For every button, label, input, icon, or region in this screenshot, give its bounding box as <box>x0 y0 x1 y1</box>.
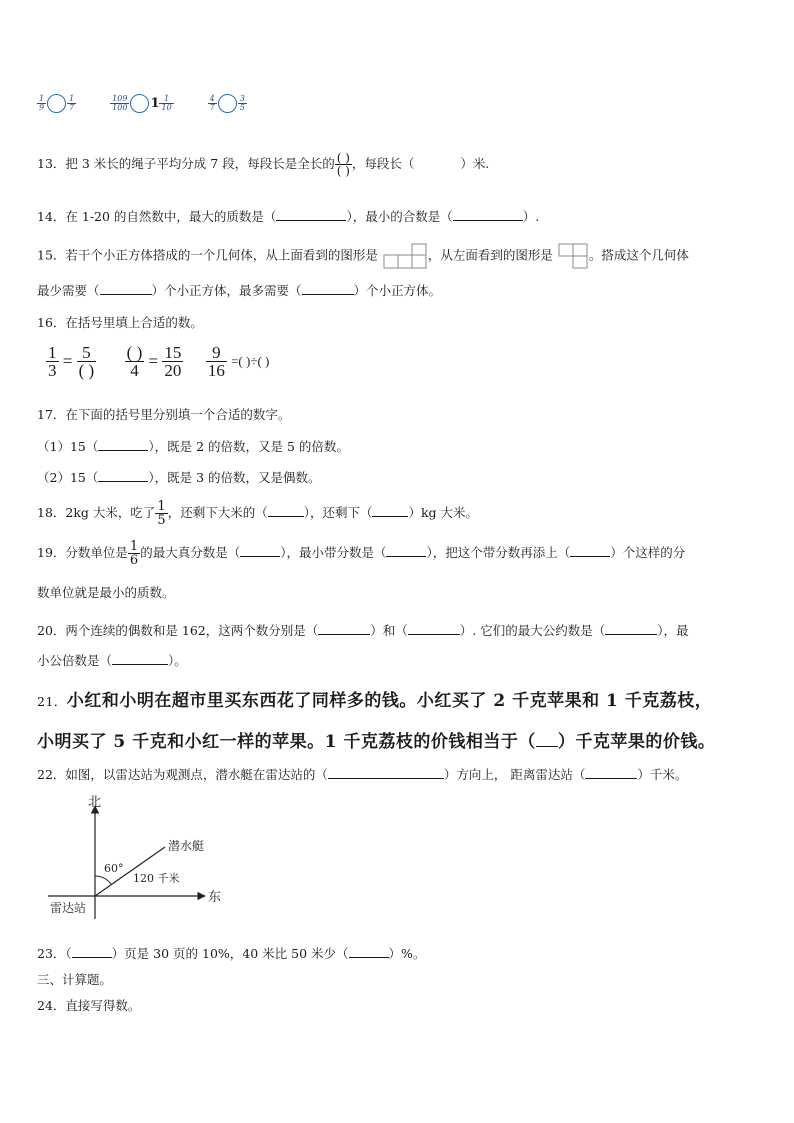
question-text: 小公倍数是（ <box>37 653 113 668</box>
question-text: ，每段长（ <box>351 156 415 171</box>
question-17-sub1 <box>37 437 349 455</box>
question-text: 在括号里填上合适的数。 <box>65 315 203 330</box>
question-text: （1）15（ <box>37 439 99 454</box>
question-16 <box>37 313 203 331</box>
question-text: ）个小正方体，最多需要（ <box>151 283 302 298</box>
origin-label: 雷达站 <box>50 901 87 915</box>
fraction: $\frac{1}{3}$ <box>48 343 57 380</box>
question-text: ）页是 30 页的 10%，40 米比 50 米少（ <box>111 946 349 961</box>
question-number: 24． <box>37 998 66 1013</box>
fraction-blank[interactable]: $\frac{5}{( )}$ <box>78 343 95 380</box>
division-blanks[interactable]: =( )÷( ) <box>231 353 270 369</box>
radar-diagram <box>48 794 238 922</box>
question-number: 16． <box>37 315 66 330</box>
question-text: ）千米。 <box>637 767 688 782</box>
question-text: 最少需要（ <box>37 283 100 298</box>
question-21-line2 <box>37 727 715 752</box>
question-number: 23． <box>37 946 66 961</box>
top-view-figure <box>382 243 428 269</box>
distance-label: 120 千米 <box>133 872 180 885</box>
question-15 <box>37 243 689 269</box>
north-label: 北 <box>88 795 102 810</box>
answer-blank[interactable] <box>349 945 389 958</box>
question-text: ），最 <box>657 623 689 638</box>
question-19 <box>37 540 685 567</box>
compare-circle[interactable] <box>47 94 66 113</box>
equals-sign: = <box>62 351 73 371</box>
question-text: ）个这样的分 <box>610 545 686 560</box>
question-text: （2）15（ <box>37 470 99 485</box>
question-15-line2 <box>37 281 441 299</box>
fraction: $\frac{1}{10}$ <box>161 94 172 112</box>
fraction-blank[interactable]: $\frac{( )}{4}$ <box>126 343 143 380</box>
question-number: 20． <box>37 623 66 638</box>
question-number: 18． <box>37 505 66 520</box>
equals-sign: = <box>148 351 159 371</box>
fraction: $\frac{3}{5}$ <box>239 94 245 112</box>
question-text: ）。 <box>168 653 187 668</box>
question-text: 小明买了 5 千克和小红一样的苹果。1 千克荔枝的价钱相当于（ <box>37 732 536 752</box>
question-text: ）. 它们的最大公约数是（ <box>459 623 606 638</box>
question-20-line2 <box>37 651 187 669</box>
compare-circle[interactable] <box>218 94 237 113</box>
question-14 <box>37 207 539 225</box>
question-17-sub2 <box>37 468 321 486</box>
fraction-blank[interactable]: $\frac{( )}{( )}$ <box>336 151 350 178</box>
compare-row <box>37 94 247 113</box>
question-text: ）米. <box>460 156 490 171</box>
question-20 <box>37 621 688 639</box>
answer-blank[interactable] <box>100 282 152 295</box>
question-text: ），最小带分数是（ <box>280 545 387 560</box>
whole-part: 1 <box>150 96 160 111</box>
answer-blank[interactable] <box>386 544 426 557</box>
fraction: $\frac{109}{100}$ <box>112 94 128 112</box>
fraction: $\frac{1}{6}$ <box>129 539 139 568</box>
answer-blank[interactable] <box>98 469 148 482</box>
fraction: $\frac{1}{5}$ <box>157 499 166 528</box>
answer-blank[interactable] <box>570 544 610 557</box>
answer-blank[interactable] <box>372 504 408 517</box>
answer-blank[interactable] <box>453 208 523 221</box>
question-text: 两个连续的偶数和是 162，这两个数分别是（ <box>65 623 319 638</box>
east-label: 东 <box>208 890 222 905</box>
question-text: 。搭成这个几何体 <box>588 247 689 263</box>
question-text: 在 1-20 的自然数中，最大的质数是（ <box>65 209 277 224</box>
fraction: $\frac{1}{7}$ <box>69 94 75 112</box>
question-text: ），把这个带分数再添上（ <box>426 545 571 560</box>
question-text: 若干个小正方体搭成的一个几何体，从上面看到的图形是 <box>65 247 378 263</box>
compare-circle[interactable] <box>130 94 149 113</box>
question-number: 13． <box>37 156 66 171</box>
question-text: 分数单位是 <box>65 545 128 560</box>
question-text: 直接写得数。 <box>65 998 141 1013</box>
question-16-equations <box>46 344 269 379</box>
question-19-line2 <box>37 583 175 601</box>
angle-label: 60° <box>104 862 124 875</box>
question-text: ）%。 <box>388 946 426 961</box>
answer-blank[interactable] <box>276 208 346 221</box>
question-text: ）千克苹果的价钱。 <box>557 732 716 752</box>
question-number: 21． <box>37 694 67 709</box>
question-23 <box>37 944 425 962</box>
question-text: ）方向上， 距离雷达站（ <box>443 767 586 782</box>
question-text: 数单位就是最小的质数。 <box>37 585 175 600</box>
question-24 <box>37 996 140 1014</box>
question-text: 的最大真分数是（ <box>140 545 241 560</box>
answer-blank[interactable] <box>605 622 657 635</box>
question-text: ）. <box>522 209 540 224</box>
fraction: $\frac{4}{7}$ <box>209 94 215 112</box>
answer-blank[interactable] <box>72 945 112 958</box>
question-text: （ <box>65 946 72 961</box>
question-text: 如图，以雷达站为观测点，潜水艇在雷达站的（ <box>65 767 328 782</box>
question-18 <box>37 500 478 527</box>
question-text: 把 3 米长的绳子平均分成 7 段，每段长是全长的 <box>65 156 335 171</box>
question-text: ，还剩下大米的（ <box>167 505 268 520</box>
answer-blank[interactable] <box>112 652 168 665</box>
left-view-figure <box>557 243 589 269</box>
answer-blank[interactable] <box>328 766 444 779</box>
question-text: ），还剩下（ <box>303 505 373 520</box>
target-label: 潜水艇 <box>168 839 205 853</box>
answer-blank[interactable] <box>302 282 354 295</box>
question-text: ）和（ <box>370 623 408 638</box>
question-number: 15． <box>37 247 66 263</box>
question-text: 小红和小明在超市里买东西花了同样多的钱。小红买了 2 千克苹果和 1 千克荔枝， <box>66 691 713 711</box>
question-17 <box>37 405 290 423</box>
section-heading: 三、计算题。 <box>37 972 113 987</box>
question-text: ，从左面看到的图形是 <box>427 247 553 263</box>
answer-blank[interactable] <box>585 766 637 779</box>
answer-blank[interactable] <box>408 622 460 635</box>
answer-blank[interactable] <box>536 731 558 747</box>
question-22 <box>37 765 687 783</box>
question-number: 19． <box>37 545 66 560</box>
question-text: ），既是 2 的倍数，又是 5 的倍数。 <box>148 439 349 454</box>
answer-blank[interactable] <box>318 622 370 635</box>
question-text: 2kg 大米，吃了 <box>65 505 156 520</box>
answer-blank[interactable] <box>240 544 280 557</box>
question-text: ）个小正方体。 <box>353 283 442 298</box>
question-13 <box>37 152 489 177</box>
question-text: 在下面的括号里分别填一个合适的数字。 <box>65 407 291 422</box>
question-text: ），最小的合数是（ <box>346 209 453 224</box>
question-text: ），既是 3 的倍数，又是偶数。 <box>148 470 321 485</box>
angle-arc <box>95 876 111 884</box>
question-21 <box>37 686 712 711</box>
fraction: $\frac{1}{9}$ <box>39 94 45 112</box>
question-number: 14． <box>37 209 66 224</box>
fraction: $\frac{15}{20}$ <box>164 343 182 380</box>
answer-blank[interactable] <box>98 438 148 451</box>
fraction: $\frac{9}{16}$ <box>207 343 225 380</box>
question-number: 17． <box>37 407 66 422</box>
question-text: ）kg 大米。 <box>408 505 479 520</box>
question-number: 22． <box>37 767 66 782</box>
answer-blank[interactable] <box>268 504 304 517</box>
